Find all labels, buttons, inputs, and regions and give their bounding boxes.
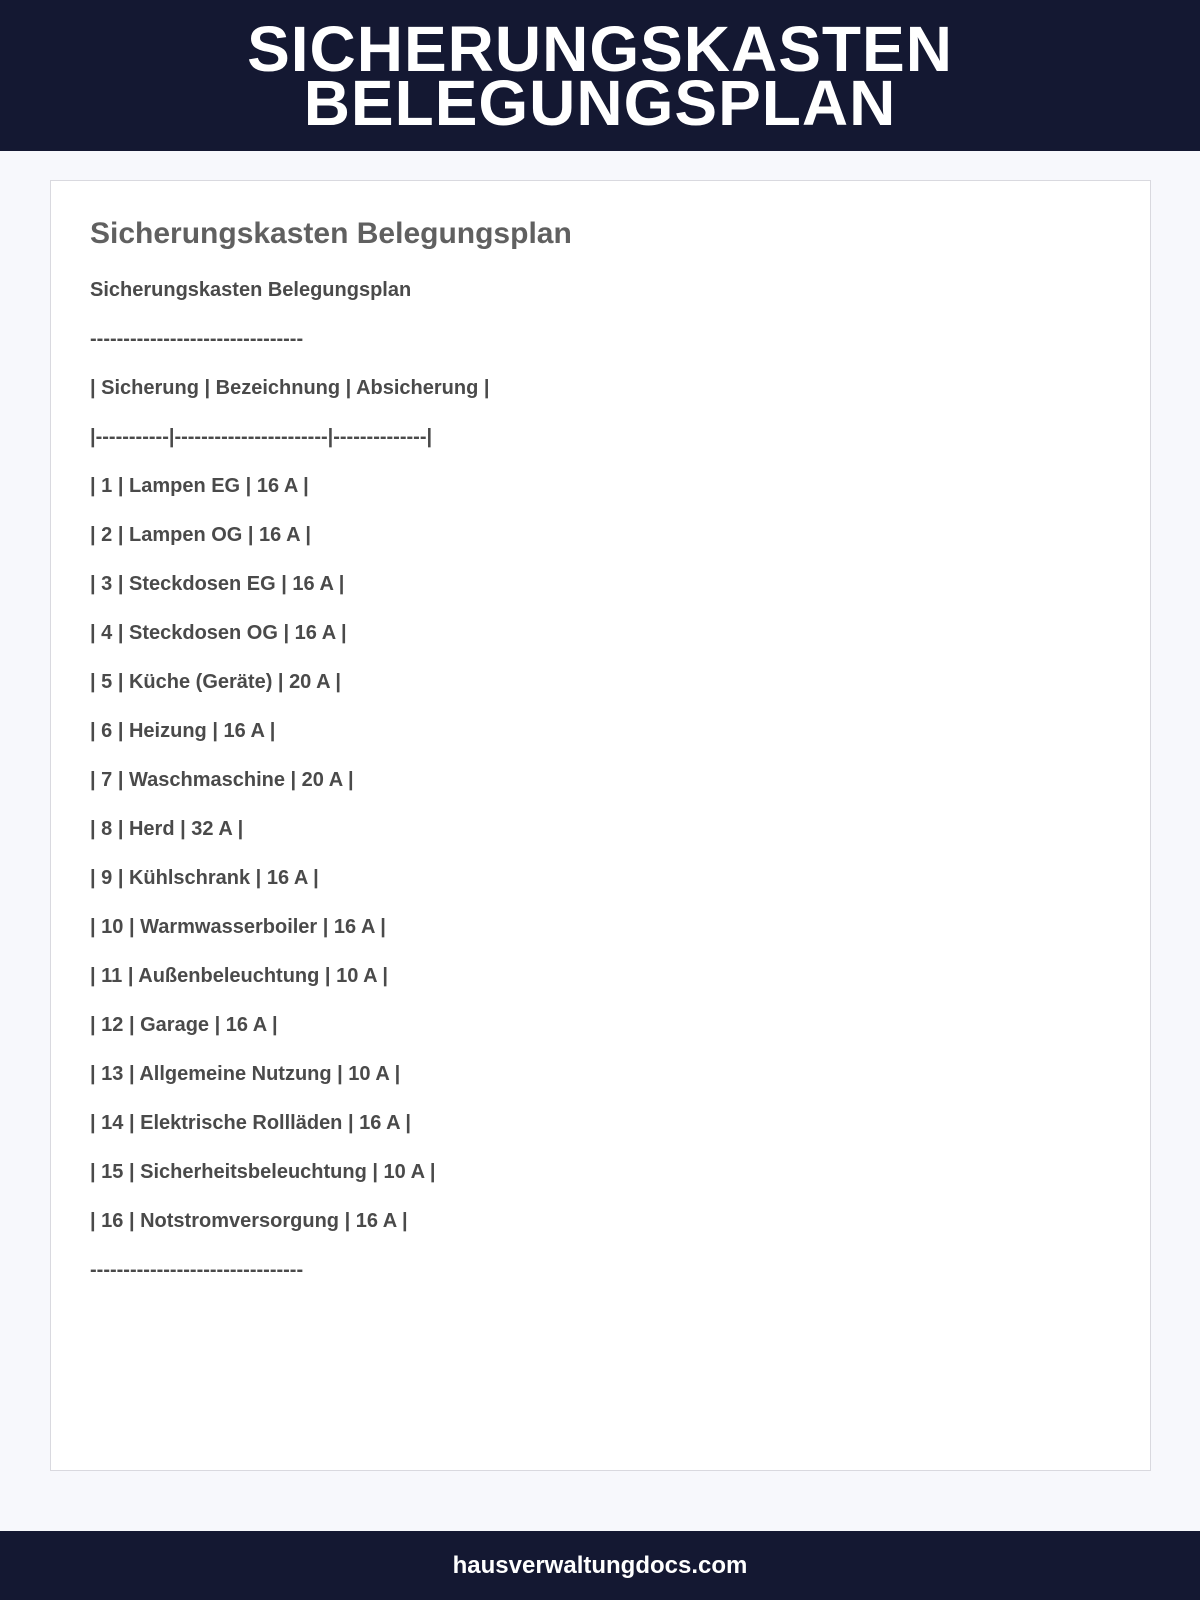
separator-line: -------------------------------- <box>90 328 304 350</box>
table-row: | 3 | Steckdosen EG | 16 A | <box>90 573 345 595</box>
table-header-row: | Sicherung | Bezeichnung | Absicherung | <box>90 377 490 399</box>
page-header <box>0 0 1200 151</box>
document-body <box>90 278 489 1307</box>
table-row: | 12 | Garage | 16 A | <box>90 1014 278 1036</box>
table-row: | 7 | Waschmaschine | 20 A | <box>90 769 354 791</box>
table-row: | 14 | Elektrische Rollläden | 16 A | <box>90 1112 412 1134</box>
table-row: | 5 | Küche (Geräte) | 20 A | <box>90 671 341 693</box>
document-subtitle: Sicherungskasten Belegungsplan <box>90 279 412 301</box>
page-footer <box>0 1531 1200 1600</box>
table-row: | 1 | Lampen EG | 16 A | <box>90 475 309 497</box>
table-row: | 9 | Kühlschrank | 16 A | <box>90 867 319 889</box>
table-row: | 2 | Lampen OG | 16 A | <box>90 524 311 546</box>
table-row: | 6 | Heizung | 16 A | <box>90 720 276 742</box>
table-row: | 11 | Außenbeleuchtung | 10 A | <box>90 965 388 987</box>
document-card <box>50 180 1151 1471</box>
header-title-line-2: BELEGUNGSPLAN <box>303 66 897 139</box>
table-row: | 8 | Herd | 32 A | <box>90 818 244 840</box>
table-row: | 15 | Sicherheitsbeleuchtung | 10 A | <box>90 1161 436 1183</box>
table-row: | 16 | Notstromversorgung | 16 A | <box>90 1210 408 1232</box>
header-title-line-1: SICHERUNGSKASTEN <box>247 12 953 85</box>
table-row: | 13 | Allgemeine Nutzung | 10 A | <box>90 1063 401 1085</box>
table-row: | 4 | Steckdosen OG | 16 A | <box>90 622 347 644</box>
table-row: | 10 | Warmwasserboiler | 16 A | <box>90 916 386 938</box>
footer-site-link[interactable]: hausverwaltungdocs.com <box>452 1551 748 1579</box>
table-divider-row: |-----------|-----------------------|--------------| <box>90 426 433 448</box>
separator-line: -------------------------------- <box>90 1259 304 1281</box>
document-title: Sicherungskasten Belegungsplan <box>90 217 572 250</box>
